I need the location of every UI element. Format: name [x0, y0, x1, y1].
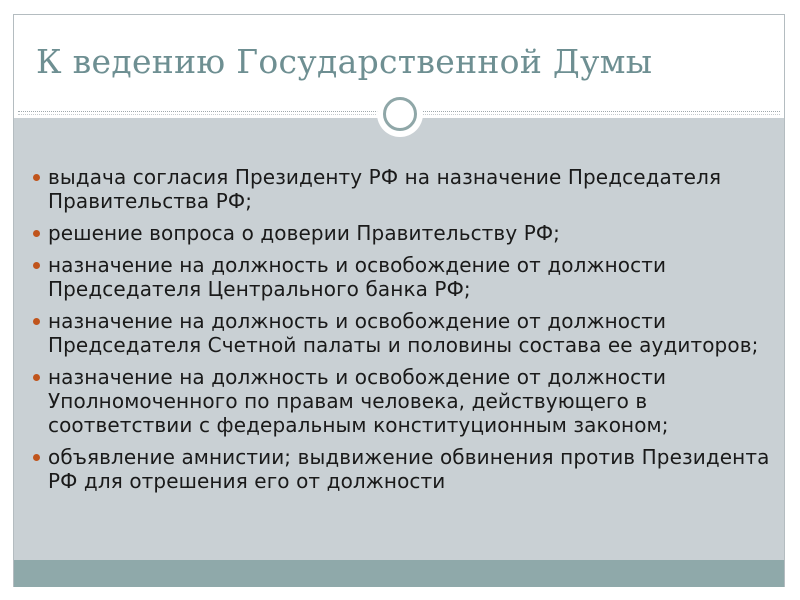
bullet-dot-icon [33, 454, 40, 461]
bullet-text: выдача согласия Президенту РФ на назначение Председателя Правительства РФ; [48, 165, 722, 213]
bullet-text: назначение на должность и освобождение от должности Уполномоченного по правам человека, действующего в соответствии с федеральным конституционным законом; [48, 365, 669, 437]
bullet-text: решение вопроса о доверии Правительству РФ; [48, 221, 561, 245]
ring-icon [377, 91, 423, 137]
bullet-item [33, 253, 773, 301]
bullet-dot-icon [33, 318, 40, 325]
slide-title: К ведению Государственной Думы [36, 42, 653, 81]
bullet-item [33, 165, 773, 213]
slide-frame [13, 14, 785, 587]
bullet-dot-icon [33, 374, 40, 381]
footer-band [14, 560, 784, 587]
bullet-dot-icon [33, 262, 40, 269]
bullet-dot-icon [33, 174, 40, 181]
bullet-text: объявление амнистии; выдвижение обвинения против Президента РФ для отрешения его от должности [48, 445, 770, 493]
bullet-text: назначение на должность и освобождение от должности Председателя Центрального банка РФ; [48, 253, 667, 301]
bullet-dot-icon [33, 230, 40, 237]
bullet-item [33, 365, 773, 437]
bullet-item [33, 309, 773, 357]
bullet-item [33, 221, 773, 245]
bullet-list [33, 165, 773, 501]
ring-inner [383, 97, 417, 131]
bullet-text: назначение на должность и освобождение от должности Председателя Счетной палаты и половины состава ее аудиторов; [48, 309, 759, 357]
bullet-item [33, 445, 773, 493]
